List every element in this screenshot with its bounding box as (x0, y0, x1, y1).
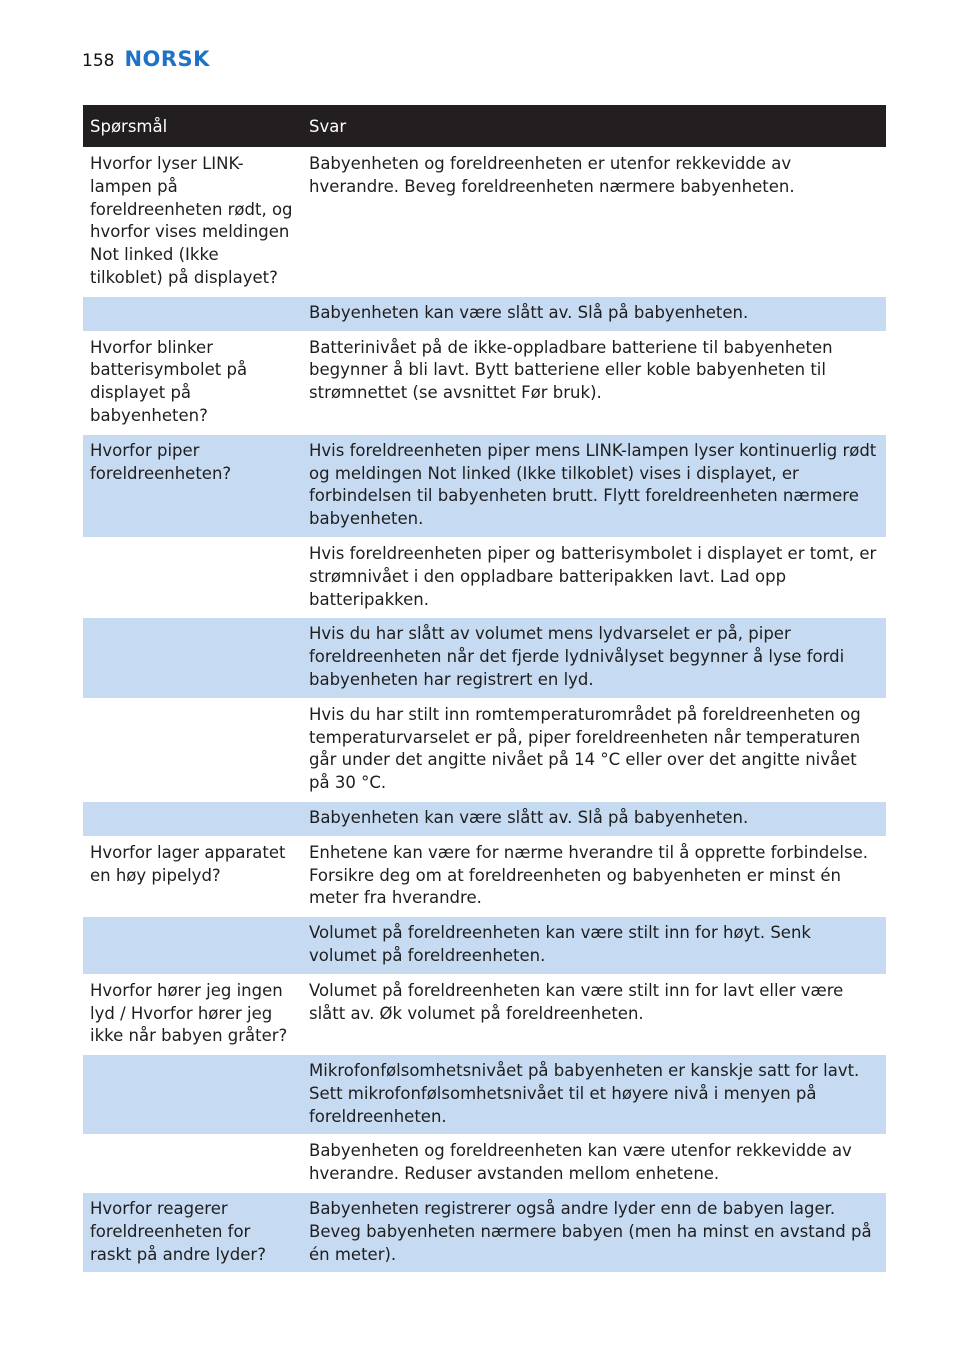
table-header-row (83, 105, 886, 148)
question-cell: Hvorfor hører jeg ingen lyd / Hvorfor hører jeg ikke når babyen gråter? (83, 974, 302, 1054)
table-row (83, 296, 886, 331)
table-row (83, 1193, 886, 1273)
question-cell (83, 917, 302, 975)
question-cell: Hvorfor lyser LINK-lampen på foreldreenheten rødt, og hvorfor vises meldingen Not linked (Ikke tilkoblet) på displayet? (83, 148, 302, 297)
table-row (83, 1135, 886, 1193)
table-row (83, 148, 886, 297)
question-cell: Hvorfor piper foreldreenheten? (83, 434, 302, 537)
answer-cell: Enhetene kan være for nærme hverandre til å opprette forbindelse. Forsikre deg om at foreldreenheten og babyenheten er minst én meter fra hverandre. (302, 836, 886, 916)
question-cell: Hvorfor lager apparatet en høy pipelyd? (83, 836, 302, 916)
question-cell (83, 296, 302, 331)
question-cell (83, 1135, 302, 1193)
table-row (83, 801, 886, 836)
table-row (83, 836, 886, 916)
answer-cell: Babyenheten registrerer også andre lyder enn de babyen lager. Beveg babyenheten nærmere babyen (men ha minst en avstand på én meter). (302, 1193, 886, 1273)
table-row (83, 1055, 886, 1135)
table-row (83, 618, 886, 698)
question-cell (83, 618, 302, 698)
page-number: 158 (82, 51, 115, 71)
table-row (83, 537, 886, 617)
page-header (82, 47, 210, 77)
table-row (83, 974, 886, 1054)
section-title: NORSK (124, 47, 210, 71)
table-row (83, 331, 886, 434)
question-cell (83, 537, 302, 617)
question-cell: Hvorfor blinker batterisymbolet på displayet på babyenheten? (83, 331, 302, 434)
answer-cell: Volumet på foreldreenheten kan være stilt inn for lavt eller være slått av. Øk volumet på foreldreenheten. (302, 974, 886, 1054)
answer-cell: Hvis foreldreenheten piper mens LINK-lampen lyser kontinuerlig rødt og meldingen Not linked (Ikke tilkoblet) vises i displayet, er forbindelsen til babyenheten brutt. Flytt foreldreenheten nærmere babyenheten. (302, 434, 886, 537)
question-cell (83, 801, 302, 836)
answer-cell: Babyenheten kan være slått av. Slå på babyenheten. (302, 296, 886, 331)
answer-cell: Babyenheten kan være slått av. Slå på babyenheten. (302, 801, 886, 836)
answer-cell: Babyenheten og foreldreenheten er utenfor rekkevidde av hverandre. Beveg foreldreenheten nærmere babyenheten. (302, 148, 886, 297)
answer-cell: Babyenheten og foreldreenheten kan være utenfor rekkevidde av hverandre. Reduser avstanden mellom enhetene. (302, 1135, 886, 1193)
question-cell (83, 1055, 302, 1135)
faq-table (83, 105, 886, 1272)
answer-cell: Hvis foreldreenheten piper og batterisymbolet i displayet er tomt, er strømnivået i den oppladbare batteripakken lavt. Lad opp batteripakken. (302, 537, 886, 617)
faq-body (83, 148, 886, 1273)
answer-cell: Hvis du har slått av volumet mens lydvarselet er på, piper foreldreenheten når det fjerde lydnivålyset begynner å lyse fordi babyenheten har registrert en lyd. (302, 618, 886, 698)
table-row (83, 917, 886, 975)
question-column-header: Spørsmål (83, 105, 302, 148)
table-row (83, 698, 886, 801)
answer-cell: Batterinivået på de ikke-oppladbare batteriene til babyenheten begynner å bli lavt. Bytt batteriene eller koble babyenheten til strømnettet (se avsnittet Før bruk). (302, 331, 886, 434)
question-cell (83, 698, 302, 801)
answer-cell: Volumet på foreldreenheten kan være stilt inn for høyt. Senk volumet på foreldreenheten. (302, 917, 886, 975)
table-row (83, 434, 886, 537)
question-cell: Hvorfor reagerer foreldreenheten for raskt på andre lyder? (83, 1193, 302, 1273)
answer-cell: Hvis du har stilt inn romtemperaturområdet på foreldreenheten og temperaturvarselet er på, piper foreldreenheten når temperaturen går under det angitte nivået på 14 °C eller over det angitte nivået på 30 °C. (302, 698, 886, 801)
answer-column-header: Svar (302, 105, 886, 148)
answer-cell: Mikrofonfølsomhetsnivået på babyenheten er kanskje satt for lavt. Sett mikrofonfølsomhetsnivået til et høyere nivå i menyen på foreldreenheten. (302, 1055, 886, 1135)
